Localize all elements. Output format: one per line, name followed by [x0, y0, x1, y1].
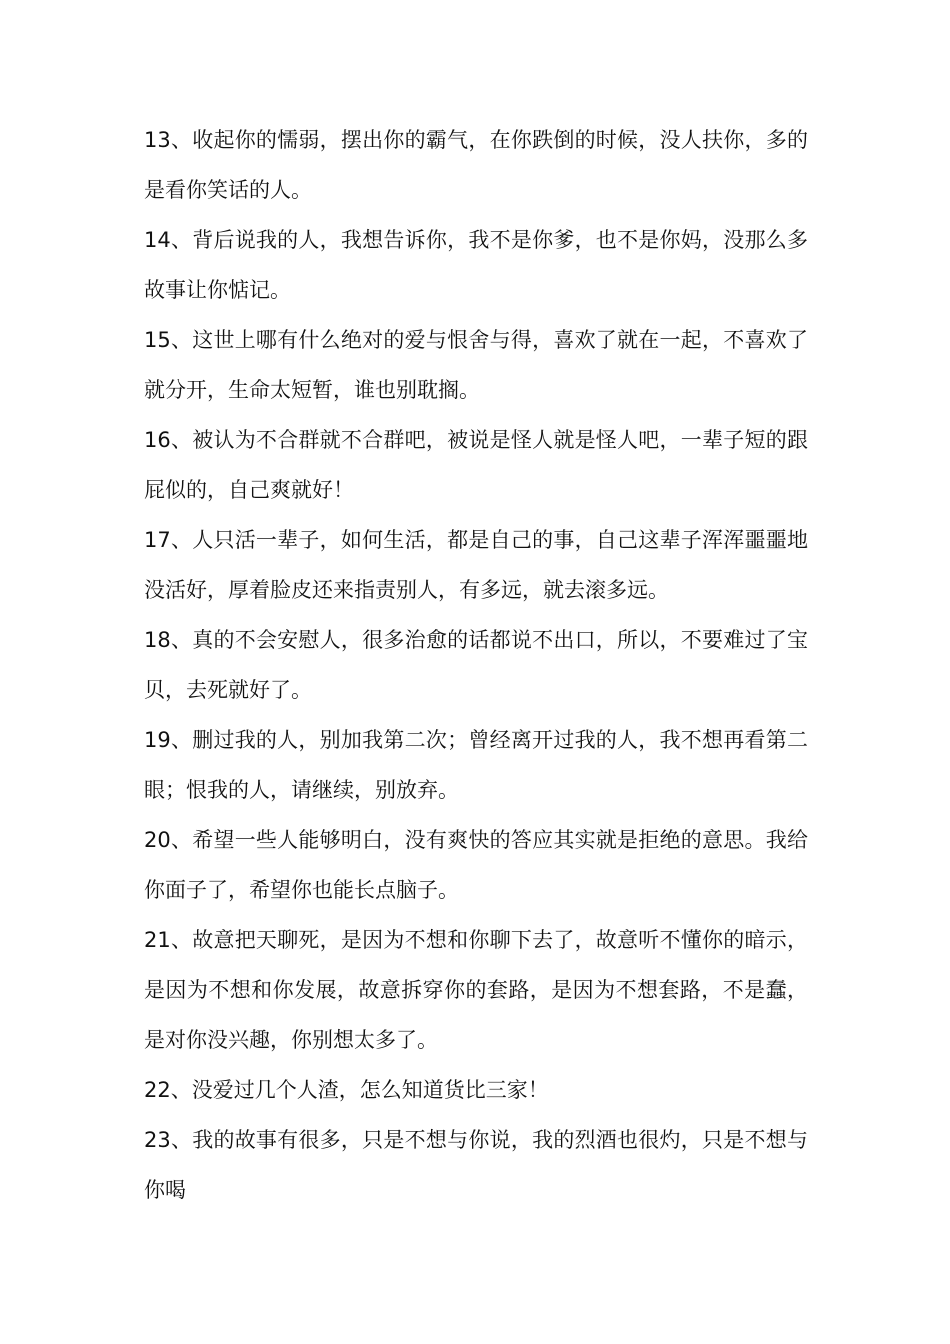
paragraph-17: 17、人只活一辈子，如何生活，都是自己的事，自己这辈子浑浑噩噩地没活好，厚着脸皮还来指责别人，有多远，就去滚多远。 [144, 528, 808, 602]
paragraph-23: 23、我的故事有很多，只是不想与你说，我的烈酒也很灼，只是不想与你喝 [144, 1128, 808, 1202]
paragraph-20: 20、希望一些人能够明白，没有爽快的答应其实就是拒绝的意思。我给你面子了，希望你也能长点脑子。 [144, 828, 808, 902]
paragraph-14: 14、背后说我的人，我想告诉你，我不是你爹，也不是你妈，没那么多故事让你惦记。 [144, 228, 808, 302]
paragraph-22: 22、没爱过几个人渣，怎么知道货比三家！ [144, 1078, 549, 1102]
paragraph-18: 18、真的不会安慰人，很多治愈的话都说不出口，所以，不要难过了宝贝，去死就好了。 [144, 628, 808, 702]
paragraph-15: 15、这世上哪有什么绝对的爱与恨舍与得，喜欢了就在一起，不喜欢了就分开，生命太短暂，谁也别耽搁。 [144, 328, 808, 402]
paragraph-19: 19、删过我的人，别加我第二次；曾经离开过我的人，我不想再看第二眼；恨我的人，请继续，别放弃。 [144, 728, 808, 802]
paragraph-13: 13、收起你的懦弱，摆出你的霸气，在你跌倒的时候，没人扶你，多的是看你笑话的人。 [144, 128, 808, 202]
paragraph-21: 21、故意把天聊死，是因为不想和你聊下去了，故意听不懂你的暗示，是因为不想和你发展，故意拆穿你的套路，是因为不想套路，不是蠢，是对你没兴趣，你别想太多了。 [144, 928, 808, 1052]
document-body [144, 115, 808, 1215]
paragraph-16: 16、被认为不合群就不合群吧，被说是怪人就是怪人吧，一辈子短的跟屁似的，自己爽就好！ [144, 428, 808, 502]
